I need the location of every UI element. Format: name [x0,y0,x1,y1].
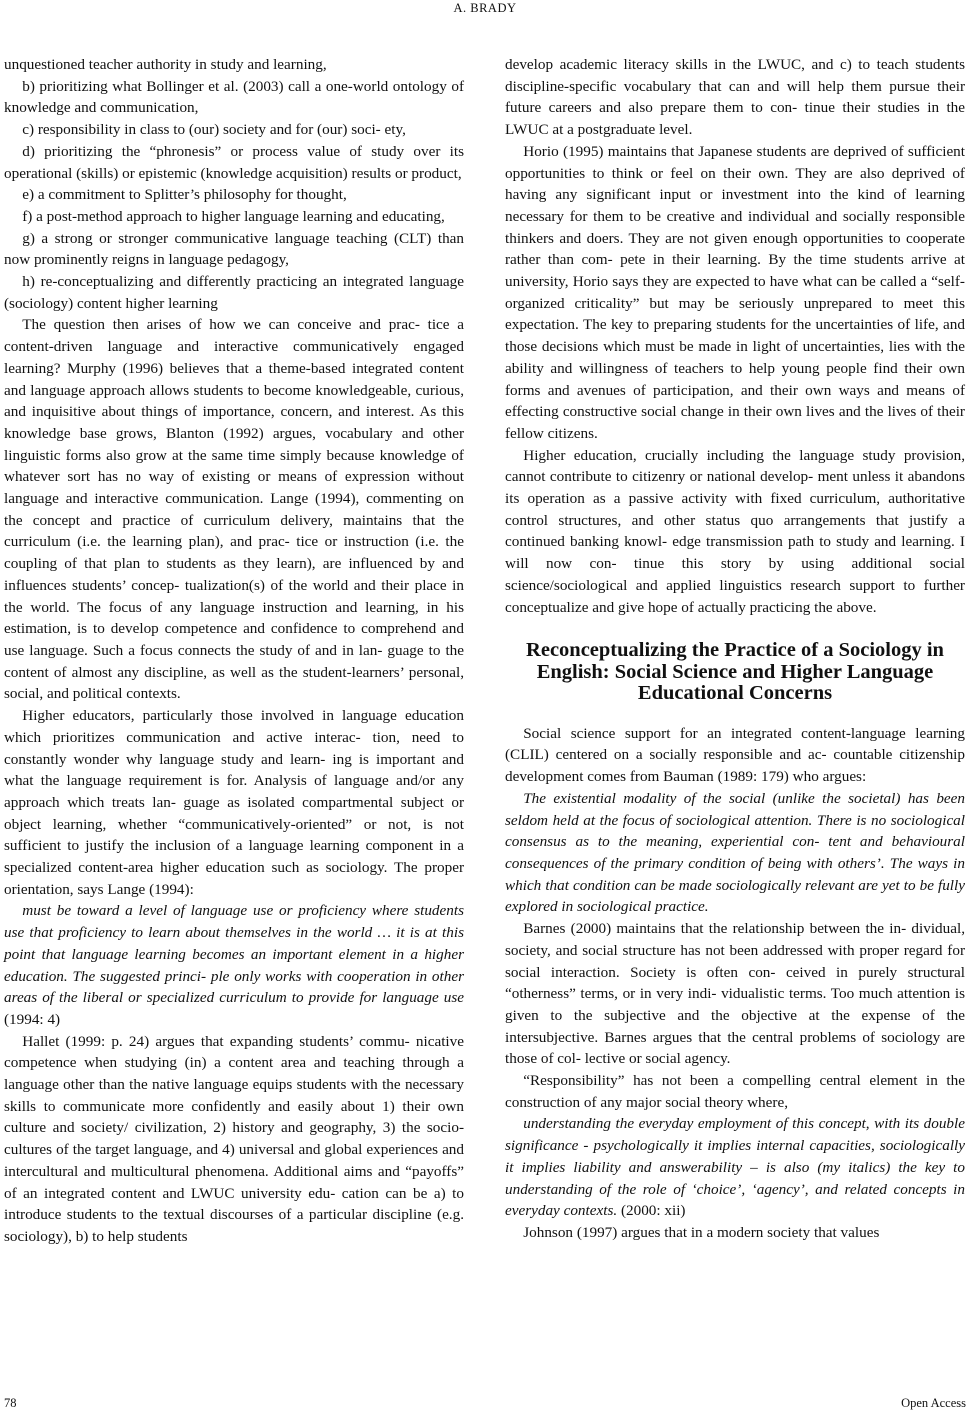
block-quote [4,900,464,1030]
paragraph: Higher education, crucially including the language study provision, cannot contribute to citizenry or national develop- ment unless it abandons its operation as a passive activity with fixed curriculum, authoritative control structures, and other status quo arrangements that justify a continued banking knowl- edge transmission path to study and learning. I will now con- tinue this story by using additional social science/sociological and applied linguistics research support to further conceptualize and give hope of actually practicing the above. [505,446,965,616]
list-item: g) a strong or stronger communicative language teaching (CLT) than now prominently reigns in language pedagogy, [4,229,464,269]
paragraph: Barnes (2000) maintains that the relationship between the in- dividual, society, and social structure has not been addressed with proper regard for social interaction. Society is often con- ceived in purely structural “otherness” terms, or in very indi- vidualistic terms. Too much attention is given to the subjective and the objective at the expense of the intersubjective. Barnes argues that the central problems of sociology are those of col- lective or social agency. [505,920,965,1068]
list-item: b) prioritizing what Bollinger et al. (2003) call a one-world ontology of knowledge and communication, [4,77,464,117]
section-heading: Reconceptualizing the Practice of a Sociology in English: Social Science and Higher Language Educational Concerns [526,639,944,705]
paragraph: Hallet (1999: p. 24) argues that expanding students’ commu- nicative competence when studying (in) a content area and teaching through a language other than the native language equips students with the necessary skills to communicate more confidently and easily about 1) their own culture and society/ civilization, 2) history and geography, 3) the socio-cultures of the target language, and 4) universal and global experiences and intercultural and multicultural phenomena. Additional aims and “payoffs” of an integrated content and LWUC university edu- cation can be a) to introduce students to the textual discourses of a particular discipline (e.g. sociology), b) to help students [4,1032,464,1245]
paragraph: Johnson (1997) argues that in a modern society that values [523,1223,880,1241]
paragraph: Higher educators, particularly those involved in language education which prioritizes communication and active interac- tion, need to constantly wonder why language study and learn- ing is important and what the language requirement is for. Analysis of language and/or any approach which treats lan- guage as isolated compartmental subject or object learning, whether “communicatively-oriented” or not, is not sufficient to justify the inclusion of a language learning component in a specialized content-area higher education such as sociology. The proper orientation, says Lange (1994): [4,707,464,898]
paragraph: unquestioned teacher authority in study and learning, [4,56,327,73]
list-item: e) a commitment to Splitter’s philosophy for thought, [22,186,347,204]
paragraph: The question then arises of how we can conceive and prac- tice a content-driven language and interactive communicatively engaged learning? Murphy (1996) believes that a theme-based integrated content and language approach allows students to become knowledgeable, curious, and inquisitive about things of importance, concern, and interest. As this knowledge base grows, Blanton (1992) argues, vocabulary and other linguistic forms also grow at the same time simply because knowledge of whatever sort has no way of existing or means of expression without language and interactive communication. Lange (1994), commenting on the concept and practice of curriculum delivery, maintains that the curriculum (i.e. the learning plan), and prac- tice or instruction (i.e. the coupling of that plan to students as they learn), are influenced by and influences students’ concep- tualization(s) of the world and their place in the world. The focus of any language instruction and learning, in his estimation, is to develop competence and confidence to comprehend and use language. Such a focus connects the study of and in lan- guage to the content of almost any discipline, as well as the student-learners’ personal, social, and political contexts. [4,316,464,703]
block-quote: The existential modality of the social (unlike the societal) has been seldom held at the focus of sociological attention. There is no sociological consensus as to the meaning, experiential con- tent and behavioural consequences of the primary condition of being with others’. The ways in which that condition can be made sociologically relevant are yet to be fully explored in sociological practice. [505,789,965,916]
list-item: h) re-conceptualizing and differently practicing an integrated language (sociology) content higher learning [4,273,464,312]
list-item: d) prioritizing the “phronesis” or process value of study over its operational (skills) or epistemic (knowledge acquisition) results or product, [4,142,464,182]
paragraph: develop academic literacy skills in the LWUC, and c) to teach students discipline-specific vocabulary that can and will help them pursue their future careers and also prepare them to con- tinue their studies in the LWUC at a postgraduate level. [505,56,965,139]
right-column [505,54,965,1244]
page-number: 78 [4,1396,17,1410]
list-item: f) a post-method approach to higher language learning and educating, [22,207,445,225]
left-column [4,54,464,1248]
quote-citation: (2000: xii) [617,1202,686,1220]
paragraph: Horio (1995) maintains that Japanese students are deprived of sufficient opportunities to think or feel on their own. They are also deprived of having any significant input or investment into the kind of learning necessary for them to be creative and individual and socially responsible thinkers and doers. They are not given enough opportunities to cooperate rather than com- pete in their learning. By the time students arrive at university, Horio says they are expected to have what can be called a “self-organized criticality” but may be seriously unprepared to meet this expectation. The key to preparing students for the uncertainties of life, and those decisions which must be made in light of uncertainties, lies with the ability and willingness of teachers to help young people find their own forms and avenues of participation, and their own ways and means of effecting constructive social change in their own lives and the lives of their fellow citizens. [505,142,965,442]
paragraph: “Responsibility” has not been a compelling central element in the construction of any major social theory where, [505,1072,965,1111]
quote-text: understanding the everyday employment of this concept, with its double significance - psychologically it implies internal capacities, sociologically it implies liability and answerability – is also (my italics) the key to understanding of the role of ‘choice’, ‘agency’, and related concepts in everyday contexts. [505,1115,965,1220]
block-quote [505,1113,965,1222]
quote-text: must be toward a level of language use or proficiency where students use that proficiency to learn about themselves in the world … it is at this point that language learning becomes an important element in a higher education. The suggested princi- ple only works with cooperation in other areas of the liberal or specialized curriculum to provide for language use [4,902,464,1007]
paragraph: Social science support for an integrated content-language learning (CLIL) centered on a socially responsible and ac- countable citizenship development comes from Bauman (1989: 179) who argues: [505,724,965,786]
list-item: c) responsibility in class to (our) society and for (our) soci- ety, [22,121,406,139]
quote-citation: (1994: 4) [4,1010,61,1028]
open-access-label: Open Access [901,1396,966,1410]
running-head: A. BRADY [453,1,517,15]
